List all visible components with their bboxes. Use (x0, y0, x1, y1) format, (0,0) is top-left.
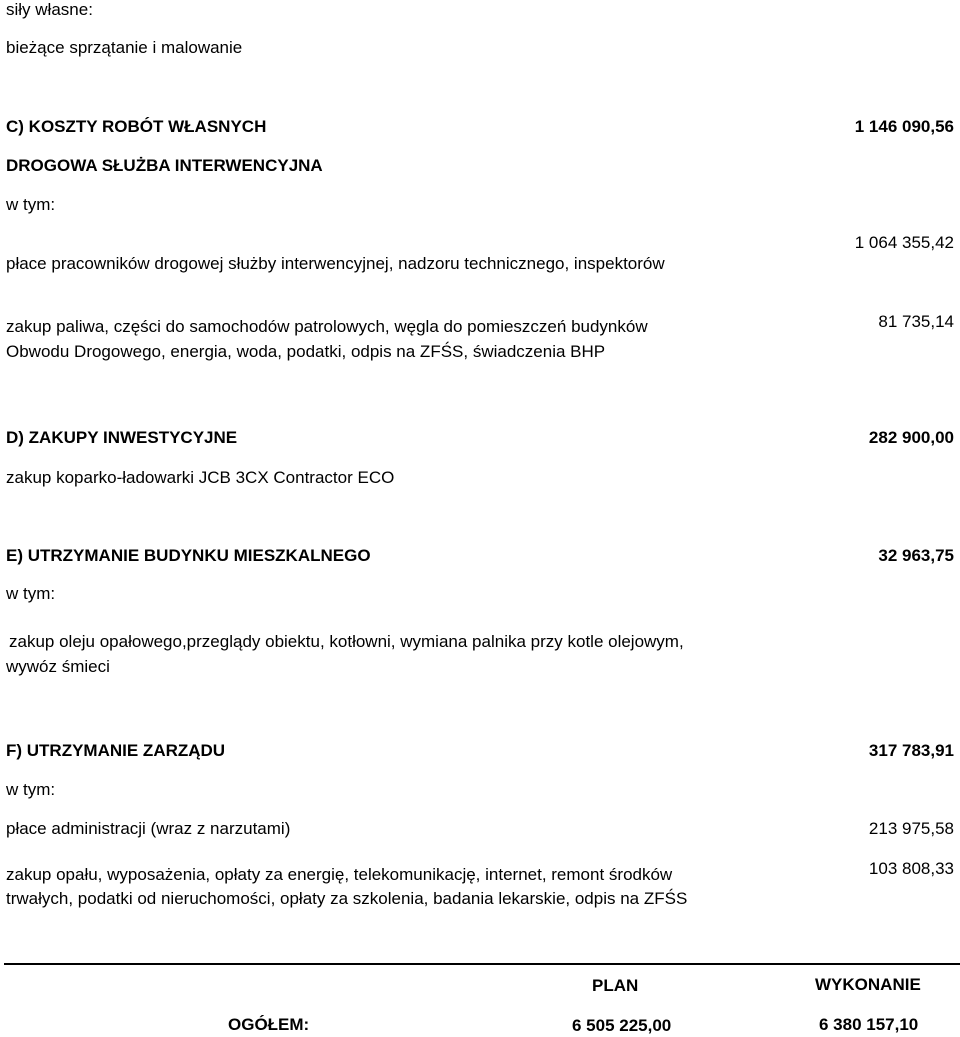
section-c-item-2-amount: 81 735,14 (878, 312, 954, 331)
section-f-item-1-amount: 213 975,58 (868, 819, 954, 838)
plan-column-header: PLAN (592, 976, 639, 995)
section-c-item-1-line-1: płace pracowników drogowej służby interwencyjnej, nadzoru technicznego, inspektorów (6, 254, 665, 273)
section-e-w-tym: w tym: (6, 584, 56, 603)
section-c-item-2-line-1: zakup paliwa, części do samochodów patrolowych, węgla do pomieszczeń budynków (6, 317, 648, 336)
total-plan-value: 6 505 225,00 (572, 1016, 672, 1035)
section-e-total: 32 963,75 (878, 546, 954, 565)
section-d-total: 282 900,00 (868, 428, 954, 447)
section-f-item-2-amount: 103 808,33 (868, 859, 954, 878)
section-f-item-2-line-2: trwałych, podatki od nieruchomości, opłaty za szkolenia, badania lekarskie, odpis na ZFŚS (6, 889, 688, 908)
section-c-subheading: DROGOWA SŁUŻBA INTERWENCYJNA (6, 156, 323, 175)
execution-column-header: WYKONANIE (815, 975, 921, 994)
own-forces-item: bieżące sprzątanie i malowanie (6, 38, 243, 57)
section-f-heading: F) UTRZYMANIE ZARZĄDU (6, 741, 226, 760)
section-e-item-line-1: zakup oleju opałowego,przeglądy obiektu, kotłowni, wymiana palnika przy kotle olejowym, (9, 632, 684, 651)
section-f-item-2-line-1: zakup opału, wyposażenia, opłaty za energię, telekomunikację, internet, remont środków (6, 865, 673, 884)
section-f-total: 317 783,91 (868, 741, 954, 760)
section-f-item-1-line-1: płace administracji (wraz z narzutami) (6, 819, 291, 838)
section-c-item-1-amount: 1 064 355,42 (854, 233, 954, 252)
total-execution-value: 6 380 157,10 (819, 1015, 919, 1034)
section-c-heading: C) KOSZTY ROBÓT WŁASNYCH (6, 117, 267, 136)
section-d-item: zakup koparko-ładowarki JCB 3CX Contractor ECO (6, 468, 395, 487)
own-forces-label: siły własne: (6, 0, 93, 19)
section-c-total: 1 146 090,56 (854, 117, 954, 136)
total-label: OGÓŁEM: (228, 1015, 310, 1034)
section-c-w-tym: w tym: (6, 195, 56, 214)
section-d-heading: D) ZAKUPY INWESTYCYJNE (6, 428, 238, 447)
section-e-heading: E) UTRZYMANIE BUDYNKU MIESZKALNEGO (6, 546, 371, 565)
section-f-w-tym: w tym: (6, 780, 56, 799)
summary-divider (4, 963, 960, 965)
section-e-item-line-2: wywóz śmieci (6, 657, 110, 676)
section-c-item-2-line-2: Obwodu Drogowego, energia, woda, podatki, odpis na ZFŚS, świadczenia BHP (6, 342, 606, 361)
